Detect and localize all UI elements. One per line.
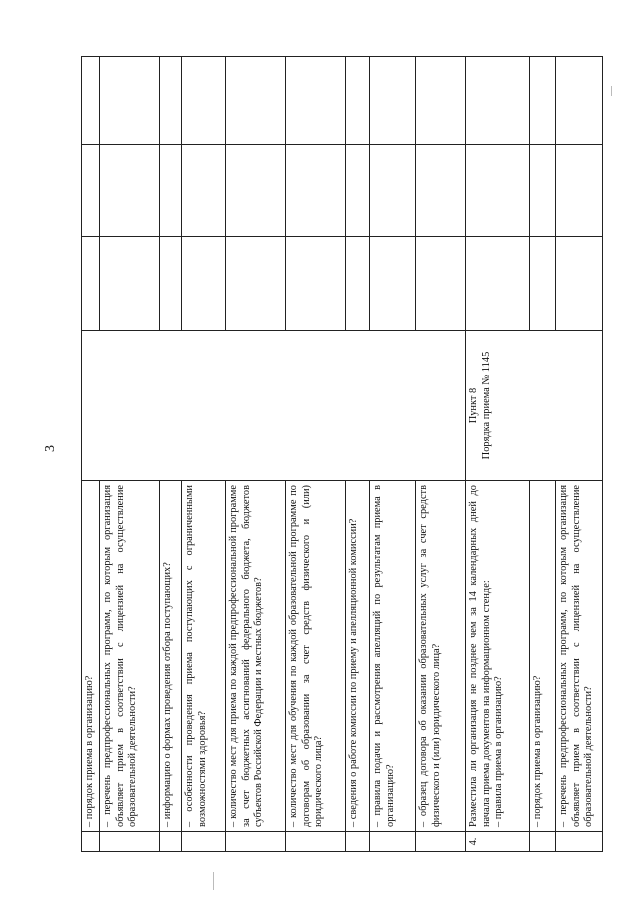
answer-cell (556, 57, 603, 145)
answer-cell (556, 145, 603, 237)
question-sub-item: – правила приема в организацию? (493, 676, 504, 827)
row-number (82, 832, 100, 852)
source-cell (82, 331, 466, 481)
answer-cell (346, 237, 370, 331)
question-cell: – особенности проведения приема поступающих с ограниченными возможностями здоровья? (182, 481, 226, 832)
row-number (416, 832, 466, 852)
answer-cell (556, 237, 603, 331)
answer-cell (226, 237, 286, 331)
answer-cell (530, 57, 556, 145)
row-number (100, 832, 160, 852)
source-point: Пункт 8 (468, 387, 479, 424)
answer-cell (346, 57, 370, 145)
answer-cell (182, 145, 226, 237)
scan-artifact (213, 872, 214, 890)
answer-cell (160, 237, 182, 331)
row-number (530, 832, 556, 852)
answer-cell (466, 145, 530, 237)
answer-cell (370, 57, 416, 145)
row-number (286, 832, 346, 852)
answer-cell (286, 57, 346, 145)
answer-cell (226, 57, 286, 145)
row-number (556, 832, 603, 852)
question-cell: – правила подачи и рассмотрения апелляций по результатам приема в организацию? (370, 481, 416, 832)
answer-cell (160, 57, 182, 145)
answer-cell (466, 57, 530, 145)
question-cell: – перечень предпрофессиональных программ, по которым организация объявляет прием в соответствии с лицензией на осуществление образовательной деятельности? (556, 481, 603, 832)
answer-cell (100, 237, 160, 331)
row-number (182, 832, 226, 852)
question-cell: – количество мест для приема по каждой предпрофессиональной программе за счет бюджетных ассигнований федерального бюджета, бюджетов субъектов Российской Федерации и местных бюджетов? (226, 481, 286, 832)
row-number: 4. (466, 832, 530, 852)
answer-cell (100, 145, 160, 237)
table-row (466, 57, 530, 852)
answer-cell (82, 57, 100, 145)
answer-cell (182, 237, 226, 331)
answer-cell (160, 145, 182, 237)
table-row (82, 57, 100, 852)
answer-cell (370, 237, 416, 331)
answer-cell (370, 145, 416, 237)
rotated-table-wrapper (81, 57, 602, 852)
question-cell: – сведения о работе комиссии по приему и апелляционной комиссии? (346, 481, 370, 832)
answer-cell (82, 237, 100, 331)
scan-artifact (611, 86, 612, 96)
question-cell: – порядок приема в организацию? (82, 481, 100, 832)
answer-cell (416, 57, 466, 145)
answer-cell (286, 145, 346, 237)
answer-cell (346, 145, 370, 237)
source-document: Порядка приема № 1145 (480, 351, 492, 460)
question-cell: – количество мест для обучения по каждой образовательной программе по договорам об образовании за счет средств физического и (или) юридического лица? (286, 481, 346, 832)
answer-cell (100, 57, 160, 145)
checklist-table (81, 56, 603, 852)
answer-cell (286, 237, 346, 331)
row-number (346, 832, 370, 852)
answer-cell (530, 237, 556, 331)
answer-cell (182, 57, 226, 145)
answer-cell (416, 145, 466, 237)
answer-cell (226, 145, 286, 237)
question-cell: – информацию о формах проведения отбора поступающих? (160, 481, 182, 832)
question-cell (466, 481, 530, 832)
question-cell: – перечень предпрофессиональных программ, по которым организация объявляет прием в соответствии с лицензией на осуществление образовательной деятельности? (100, 481, 160, 832)
row-number (226, 832, 286, 852)
row-number (370, 832, 416, 852)
question-cell: – образец договора об оказании образовательных услуг за счет средств физического и (или) юридического лица? (416, 481, 466, 832)
page-number: 3 (43, 445, 58, 452)
row-number (160, 832, 182, 852)
question-cell: – порядок приема в организацию? (530, 481, 556, 832)
answer-cell (416, 237, 466, 331)
answer-cell (530, 145, 556, 237)
answer-cell (82, 145, 100, 237)
source-cell (466, 331, 603, 481)
answer-cell (466, 237, 530, 331)
question-intro: Разместила ли организация не позднее чем за 14 календарных дней до начала приема документов на информационном стенде: (468, 485, 492, 827)
